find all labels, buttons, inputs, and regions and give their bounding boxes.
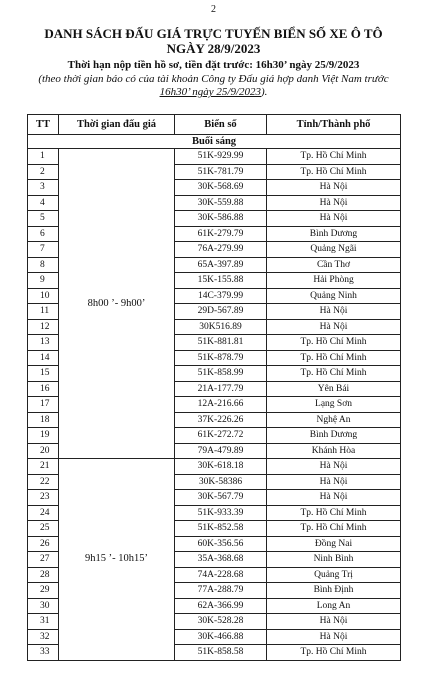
plate-number: 30K-586.88 bbox=[175, 211, 267, 227]
plate-number: 79A-479.89 bbox=[175, 443, 267, 459]
row-number: 2 bbox=[28, 164, 59, 180]
city-name: Tp. Hồ Chí Minh bbox=[267, 164, 401, 180]
city-name: Hà Nội bbox=[267, 614, 401, 630]
row-number: 8 bbox=[28, 257, 59, 273]
time-slot: 8h00 ’- 9h00’ bbox=[59, 149, 175, 459]
city-name: Lạng Sơn bbox=[267, 397, 401, 413]
row-number: 31 bbox=[28, 614, 59, 630]
city-name: Hà Nội bbox=[267, 629, 401, 645]
city-name: Quảng Ninh bbox=[267, 288, 401, 304]
city-name: Tp. Hồ Chí Minh bbox=[267, 350, 401, 366]
row-number: 13 bbox=[28, 335, 59, 351]
row-number: 16 bbox=[28, 381, 59, 397]
plate-number: 30K516.89 bbox=[175, 319, 267, 335]
plate-number: 30K-466.88 bbox=[175, 629, 267, 645]
plate-number: 21A-177.79 bbox=[175, 381, 267, 397]
city-name: Tp. Hồ Chí Minh bbox=[267, 505, 401, 521]
row-number: 7 bbox=[28, 242, 59, 258]
plate-number: 35A-368.68 bbox=[175, 552, 267, 568]
row-number: 12 bbox=[28, 319, 59, 335]
plate-number: 65A-397.89 bbox=[175, 257, 267, 273]
time-slot: 9h15 ’- 10h15’ bbox=[59, 459, 175, 661]
table-row bbox=[28, 459, 401, 475]
document-title bbox=[0, 26, 427, 56]
row-number: 27 bbox=[28, 552, 59, 568]
city-name: Tp. Hồ Chí Minh bbox=[267, 645, 401, 661]
city-name: Hà Nội bbox=[267, 195, 401, 211]
plate-number: 51K-929.99 bbox=[175, 149, 267, 165]
note-end: ). bbox=[261, 86, 268, 98]
table-header-row bbox=[28, 115, 401, 135]
plate-number: 37K-226.26 bbox=[175, 412, 267, 428]
city-name: Bình Dương bbox=[267, 226, 401, 242]
city-name: Hà Nội bbox=[267, 459, 401, 475]
city-name: Tp. Hồ Chí Minh bbox=[267, 335, 401, 351]
plate-number: 30K-58386 bbox=[175, 474, 267, 490]
city-name: Tp. Hồ Chí Minh bbox=[267, 366, 401, 382]
plate-number: 51K-858.58 bbox=[175, 645, 267, 661]
city-name: Long An bbox=[267, 598, 401, 614]
row-number: 33 bbox=[28, 645, 59, 661]
plate-number: 77A-288.79 bbox=[175, 583, 267, 599]
plate-number: 61K-272.72 bbox=[175, 428, 267, 444]
row-number: 21 bbox=[28, 459, 59, 475]
title-line-2: NGÀY 28/9/2023 bbox=[166, 41, 261, 56]
session-row bbox=[28, 135, 401, 149]
plate-number: 76A-279.99 bbox=[175, 242, 267, 258]
plate-number: 51K-878.79 bbox=[175, 350, 267, 366]
plate-number: 30K-618.18 bbox=[175, 459, 267, 475]
row-number: 9 bbox=[28, 273, 59, 289]
row-number: 22 bbox=[28, 474, 59, 490]
city-name: Bình Dương bbox=[267, 428, 401, 444]
city-name: Quảng Ngãi bbox=[267, 242, 401, 258]
session-label: Buổi sáng bbox=[28, 135, 401, 149]
plate-number: 30K-528.28 bbox=[175, 614, 267, 630]
row-number: 24 bbox=[28, 505, 59, 521]
note-line-2 bbox=[0, 86, 427, 99]
plate-number: 14C-379.99 bbox=[175, 288, 267, 304]
row-number: 28 bbox=[28, 567, 59, 583]
city-name: Hà Nội bbox=[267, 319, 401, 335]
city-name: Tp. Hồ Chí Minh bbox=[267, 149, 401, 165]
row-number: 23 bbox=[28, 490, 59, 506]
city-name: Khánh Hòa bbox=[267, 443, 401, 459]
plate-number: 51K-852.58 bbox=[175, 521, 267, 537]
city-name: Nghệ An bbox=[267, 412, 401, 428]
note-underlined-time: 16h30’ ngày 25/9/2023 bbox=[159, 86, 262, 98]
table-body bbox=[28, 135, 401, 661]
plate-number: 51K-933.39 bbox=[175, 505, 267, 521]
row-number: 4 bbox=[28, 195, 59, 211]
plate-number: 62A-366.99 bbox=[175, 598, 267, 614]
city-name: Hà Nội bbox=[267, 474, 401, 490]
plate-number: 15K-155.88 bbox=[175, 273, 267, 289]
plate-number: 29D-567.89 bbox=[175, 304, 267, 320]
plate-number: 74A-228.68 bbox=[175, 567, 267, 583]
deadline-note bbox=[0, 73, 427, 99]
header-tt: TT bbox=[28, 115, 59, 135]
city-name: Cần Thơ bbox=[267, 257, 401, 273]
row-number: 19 bbox=[28, 428, 59, 444]
table-row bbox=[28, 149, 401, 165]
plate-number: 51K-781.79 bbox=[175, 164, 267, 180]
row-number: 1 bbox=[28, 149, 59, 165]
row-number: 32 bbox=[28, 629, 59, 645]
plate-number: 30K-567.79 bbox=[175, 490, 267, 506]
row-number: 14 bbox=[28, 350, 59, 366]
row-number: 17 bbox=[28, 397, 59, 413]
page-number: 2 bbox=[211, 4, 216, 15]
city-name: Hà Nội bbox=[267, 180, 401, 196]
plate-number: 51K-881.81 bbox=[175, 335, 267, 351]
city-name: Hà Nội bbox=[267, 211, 401, 227]
city-name: Hà Nội bbox=[267, 490, 401, 506]
city-name: Bình Định bbox=[267, 583, 401, 599]
plate-number: 61K-279.79 bbox=[175, 226, 267, 242]
row-number: 3 bbox=[28, 180, 59, 196]
row-number: 11 bbox=[28, 304, 59, 320]
city-name: Tp. Hồ Chí Minh bbox=[267, 521, 401, 537]
deadline-text: Thời hạn nộp tiền hồ sơ, tiền đặt trước: 16h30’ ngày 25/9/2023 bbox=[67, 59, 360, 71]
header-plate: Biển số bbox=[175, 115, 267, 135]
row-number: 6 bbox=[28, 226, 59, 242]
row-number: 5 bbox=[28, 211, 59, 227]
plate-number: 60K-356.56 bbox=[175, 536, 267, 552]
city-name: Ninh Bình bbox=[267, 552, 401, 568]
plate-number: 12A-216.66 bbox=[175, 397, 267, 413]
row-number: 15 bbox=[28, 366, 59, 382]
header-city: Tỉnh/Thành phố bbox=[267, 115, 401, 135]
city-name: Quảng Trị bbox=[267, 567, 401, 583]
city-name: Yên Bái bbox=[267, 381, 401, 397]
row-number: 20 bbox=[28, 443, 59, 459]
row-number: 26 bbox=[28, 536, 59, 552]
note-line-1: (theo thời gian báo có của tài khoản Công ty Đấu giá hợp danh Việt Nam trước bbox=[38, 73, 389, 85]
row-number: 10 bbox=[28, 288, 59, 304]
plate-number: 51K-858.99 bbox=[175, 366, 267, 382]
auction-table bbox=[27, 114, 401, 661]
plate-number: 30K-568.69 bbox=[175, 180, 267, 196]
row-number: 30 bbox=[28, 598, 59, 614]
city-name: Hải Phòng bbox=[267, 273, 401, 289]
plate-number: 30K-559.88 bbox=[175, 195, 267, 211]
row-number: 18 bbox=[28, 412, 59, 428]
city-name: Đồng Nai bbox=[267, 536, 401, 552]
row-number: 29 bbox=[28, 583, 59, 599]
title-line-1: DANH SÁCH ĐẤU GIÁ TRỰC TUYẾN BIỂN SỐ XE Ô TÔ bbox=[44, 26, 383, 41]
row-number: 25 bbox=[28, 521, 59, 537]
header-time: Thời gian đấu giá bbox=[59, 115, 175, 135]
city-name: Hà Nội bbox=[267, 304, 401, 320]
